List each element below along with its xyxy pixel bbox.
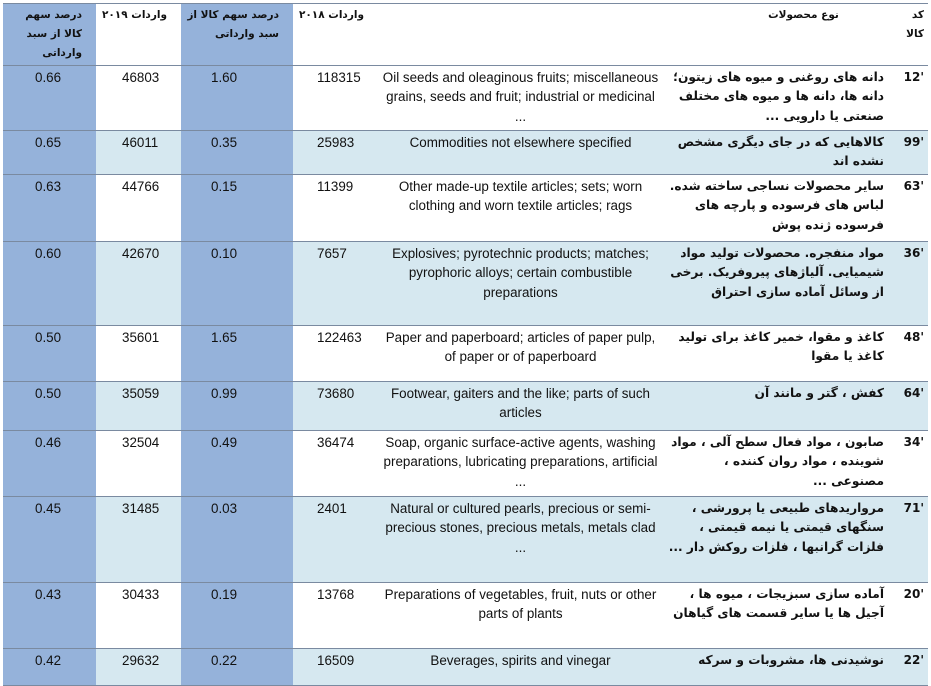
table-row [3,174,928,241]
row-product-en: Beverages, spirits and vinegar [378,648,663,685]
row-code: '34 [888,430,928,496]
row-code: '36 [888,241,928,325]
table-row [3,381,928,430]
row-imports-2018: 73680 [293,381,378,430]
row-product-en: Other made-up textile articles; sets; worn clothing and worn textile articles; rags [378,174,663,241]
row-share-2018: 0.99 [181,381,293,430]
header-product: نوع محصولات [663,4,888,66]
row-imports-2018: 36474 [293,430,378,496]
row-share-2018: 0.03 [181,496,293,582]
row-product-fa: صابون ، مواد فعال سطح آلی ، مواد شوینده ، مواد روان کننده ، مصنوعی ... [663,430,888,496]
row-code: '99 [888,131,928,175]
row-share-2018: 0.22 [181,648,293,685]
row-product-en: Commodities not elsewhere specified [378,131,663,175]
header-share-2018: درصد سهم کالا از سبد وارداتی [181,4,293,66]
row-code: '63 [888,174,928,241]
table-row [3,325,928,381]
row-code: '12 [888,66,928,131]
row-imports-2018: 25983 [293,131,378,175]
row-product-en: Footwear, gaiters and the like; parts of such articles [378,381,663,430]
row-code: '22 [888,648,928,685]
row-product-fa: دانه های روغنی و میوه های زیتون؛ دانه ها، دانه ها و میوه های مختلف صنعتی یا دارویی ... [663,66,888,131]
row-imports-2019: 44766 [96,174,181,241]
table-row [3,496,928,582]
row-product-en: Paper and paperboard; articles of paper pulp, of paper or of paperboard [378,325,663,381]
row-share-2019: 0.65 [3,131,96,175]
row-share-2018: 0.35 [181,131,293,175]
table-row [3,582,928,648]
row-product-en: Preparations of vegetables, fruit, nuts or other parts of plants [378,582,663,648]
row-product-fa: آماده سازی سبزیجات ، میوه ها ، آجیل ها یا سایر قسمت های گیاهان [663,582,888,648]
table-row [3,430,928,496]
header-imports-2018: واردات ۲۰۱۸ [293,4,378,66]
row-imports-2019: 29632 [96,648,181,685]
header-product-en [378,4,663,66]
row-imports-2018: 122463 [293,325,378,381]
row-imports-2019: 30433 [96,582,181,648]
row-imports-2018: 13768 [293,582,378,648]
row-code: '64 [888,381,928,430]
row-share-2018: 1.65 [181,325,293,381]
row-share-2019: 0.50 [3,381,96,430]
row-product-en: Explosives; pyrotechnic products; matches; pyrophoric alloys; certain combustible preparations [378,241,663,325]
row-code: '48 [888,325,928,381]
row-product-en: Natural or cultured pearls, precious or semi-precious stones, precious metals, metals clad ... [378,496,663,582]
row-share-2019: 0.63 [3,174,96,241]
row-product-fa: مرواریدهای طبیعی یا پرورشی ، سنگهای قیمتی یا نیمه قیمتی ، فلزات گرانبها ، فلزات روکش دار ... [663,496,888,582]
row-share-2019: 0.43 [3,582,96,648]
table-row [3,241,928,325]
imports-table [3,3,928,686]
row-imports-2019: 42670 [96,241,181,325]
row-imports-2018: 118315 [293,66,378,131]
row-share-2019: 0.45 [3,496,96,582]
row-product-en: Soap, organic surface-active agents, washing preparations, lubricating preparations, artificial ... [378,430,663,496]
row-imports-2018: 11399 [293,174,378,241]
row-share-2019: 0.60 [3,241,96,325]
header-row [3,4,928,66]
row-share-2019: 0.42 [3,648,96,685]
row-imports-2019: 35601 [96,325,181,381]
row-product-fa: نوشیدنی ها، مشروبات و سرکه [663,648,888,685]
row-imports-2018: 16509 [293,648,378,685]
row-share-2018: 0.49 [181,430,293,496]
row-code: '71 [888,496,928,582]
header-imports-2019: واردات ۲۰۱۹ [96,4,181,66]
row-product-fa: کالاهایی که در جای دیگری مشخص نشده اند [663,131,888,175]
row-product-fa: کاغذ و مقوا، خمیر کاغذ برای تولید کاغذ یا مقوا [663,325,888,381]
row-share-2018: 0.10 [181,241,293,325]
row-product-fa: مواد منفجره. محصولات تولید مواد شیمیایی. آلیاژهای پیروفریک. برخی از وسائل آماده سازی احتراق [663,241,888,325]
table-row [3,648,928,685]
row-share-2019: 0.66 [3,66,96,131]
table-row [3,131,928,175]
row-share-2019: 0.50 [3,325,96,381]
row-share-2019: 0.46 [3,430,96,496]
header-code: کد کالا [888,4,928,66]
row-share-2018: 0.15 [181,174,293,241]
row-product-fa: کفش ، گتر و مانند آن [663,381,888,430]
row-product-en: Oil seeds and oleaginous fruits; miscellaneous grains, seeds and fruit; industrial or medicinal ... [378,66,663,131]
row-share-2018: 1.60 [181,66,293,131]
row-imports-2019: 46011 [96,131,181,175]
header-share-2019: درصد سهم کالا از سبد وارداتی [3,4,96,66]
row-imports-2019: 35059 [96,381,181,430]
row-imports-2018: 7657 [293,241,378,325]
row-code: '20 [888,582,928,648]
row-imports-2019: 46803 [96,66,181,131]
table-row [3,66,928,131]
row-imports-2018: 2401 [293,496,378,582]
row-product-fa: سایر محصولات نساجی ساخته شده. لباس های فرسوده و پارچه های فرسوده ژنده پوش [663,174,888,241]
row-share-2018: 0.19 [181,582,293,648]
row-imports-2019: 32504 [96,430,181,496]
row-imports-2019: 31485 [96,496,181,582]
